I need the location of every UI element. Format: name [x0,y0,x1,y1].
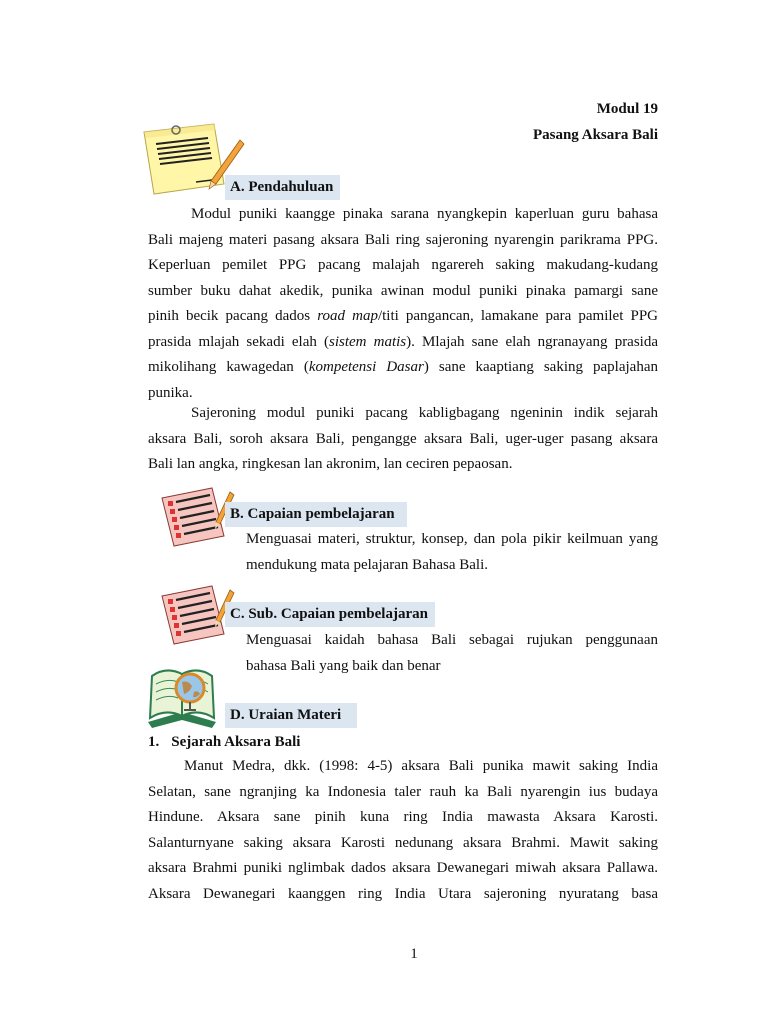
text-line: mikolihang kawagedan (kompetensi Dasar) sane kaaptiang saking paplajahan [148,359,658,375]
section-b-content [246,527,658,578]
section-a-heading: A. Pendahuluan [225,175,340,200]
subsection-number: 1. [148,734,160,750]
open-book-globe-icon [146,652,221,732]
text-line: sumber buku dahat akedik, punika awinan modul puniki pinaka pamargi sane [148,282,658,299]
page-number: 1 [410,946,418,962]
text-line: Menguasai materi, struktur, konsep, dan pola pikir keilmuan yang [246,531,658,547]
subsection-heading [148,731,300,753]
text-line: Modul puniki kaangge pinaka sarana nyangkepin kaperluan guru bahasa [191,206,658,222]
section-a-paragraph-1 [148,202,658,406]
text-line: Menguasai kaidah bahasa Bali sebagai rujukan penggunaan [246,632,658,648]
text-line: prasida mlajah sekadi elah (sistem matis). Mlajah sane elah ngranayang prasida [148,333,659,350]
text-line: pinih becik pacang dados road map/titi pangancan, lamakane para pamilet PPG [148,308,658,324]
text-line: aksara Bali, soroh aksara Bali, pengangge aksara Bali, uger-uger pasang aksara [148,430,658,447]
module-subject: Pasang Aksara Bali [532,127,658,143]
text-line: Hindune. Aksara sane pinih kuna ring India mawasta Aksara Karosti. [148,809,658,825]
text-line: Keperluan pemilet PPG pacang malajah ngarereh saking makudang-kudang [148,257,658,273]
section-a-paragraph-2 [148,401,658,478]
section-c-heading: C. Sub. Capaian pembelajaran [225,602,435,627]
module-number: Modul 19 [596,101,658,117]
text-line: mendukung mata pelajaran Bahasa Bali. [246,556,488,573]
text-line: Aksara Dewanegari kaanggen ring India Utara sajeroning nyuratang basa [148,885,658,902]
section-b-heading: B. Capaian pembelajaran [225,502,407,527]
text-line: Selatan, sane ngranjing ka Indonesia taler rauh ka Bali nyarengin ius budaya [148,783,658,800]
text-line: aksara Brahmi puniki nglimbak dados aksara Dewanegari miwah aksara Pallawa. [148,860,658,876]
subsection-title: Sejarah Aksara Bali [171,734,301,750]
section-d-paragraph [148,754,658,907]
section-d-heading: D. Uraian Materi [225,703,357,728]
text-line: Bali majeng materi pasang aksara Bali ring sajeroning nyarengin parikrama PPG. [148,231,658,248]
section-c-content [246,628,658,679]
text-line: punika. [148,384,193,401]
text-line: bahasa Bali yang baik dan benar [246,657,441,674]
text-line: Salanturnyane saking aksara Karosti nedunang aksara Brahmi. Mawit saking [148,834,658,851]
text-line: Bali lan angka, ringkesan lan akronim, lan ceciren pepaosan. [148,456,513,472]
text-line: Manut Medra, dkk. (1998: 4-5) aksara Bali punika mawit saking India [184,758,658,774]
text-line: Sajeroning modul puniki pacang kabligbagang ngeninin indik sejarah [191,405,658,421]
